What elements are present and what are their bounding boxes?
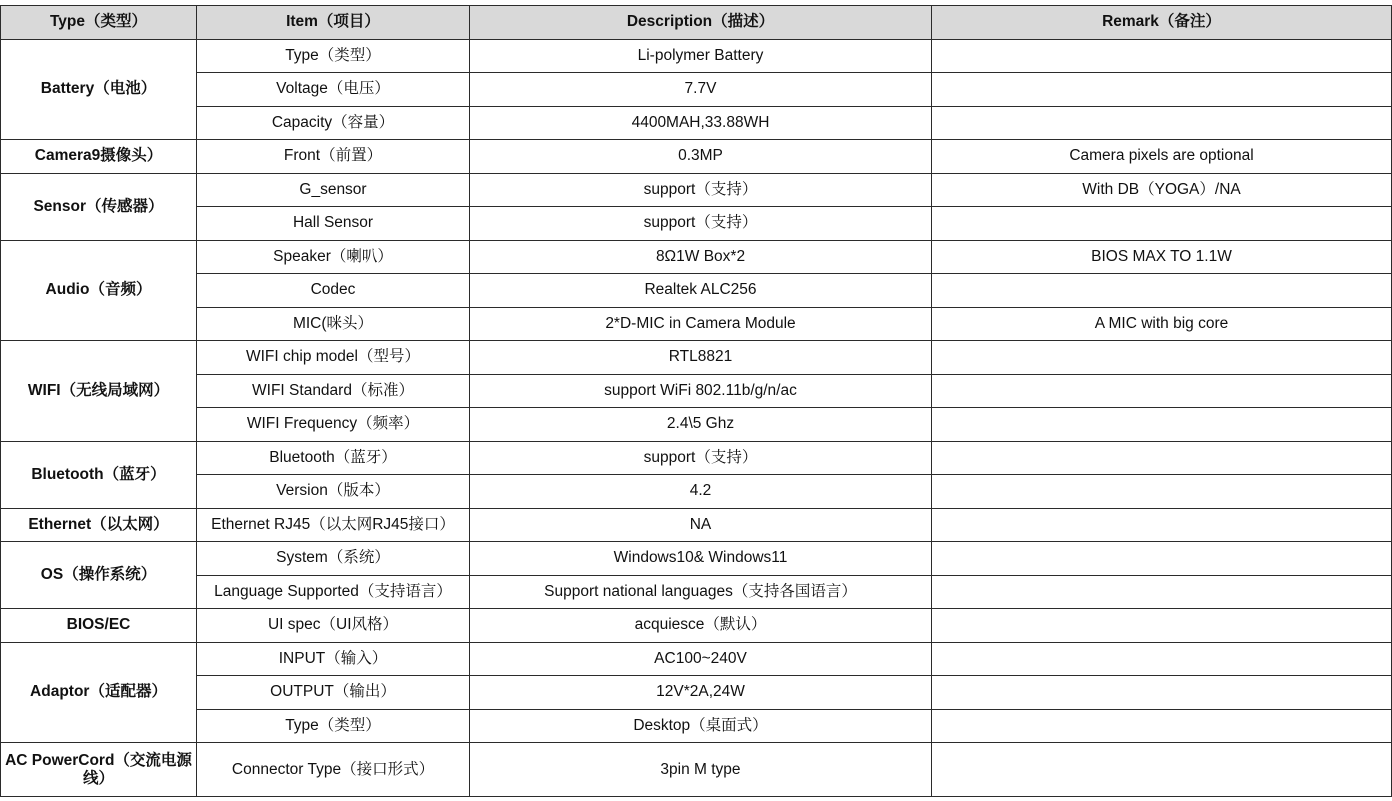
table-row [1, 676, 1392, 710]
description-cell: 8Ω1W Box*2 [470, 240, 932, 274]
item-cell: Version（版本） [197, 475, 470, 509]
item-cell: System（系统） [197, 542, 470, 576]
description-cell: 0.3MP [470, 140, 932, 174]
description-cell: 2.4\5 Ghz [470, 408, 932, 442]
description-cell: Windows10& Windows11 [470, 542, 932, 576]
remark-cell [932, 408, 1392, 442]
remark-cell: With DB（YOGA）/NA [932, 173, 1392, 207]
item-cell: Ethernet RJ45（以太网RJ45接口） [197, 508, 470, 542]
description-cell: support WiFi 802.11b/g/n/ac [470, 374, 932, 408]
remark-cell [932, 39, 1392, 73]
table-row [1, 274, 1392, 308]
remark-cell [932, 73, 1392, 107]
item-cell: Front（前置） [197, 140, 470, 174]
remark-cell [932, 642, 1392, 676]
description-cell: Support national languages（支持各国语言） [470, 575, 932, 609]
header-type: Type（类型） [1, 6, 197, 40]
table-row [1, 374, 1392, 408]
description-cell: acquiesce（默认） [470, 609, 932, 643]
item-cell: Type（类型） [197, 709, 470, 743]
remark-cell [932, 341, 1392, 375]
table-row [1, 307, 1392, 341]
description-cell: support（支持） [470, 173, 932, 207]
remark-cell: A MIC with big core [932, 307, 1392, 341]
table-row [1, 542, 1392, 576]
description-cell: support（支持） [470, 207, 932, 241]
header-row [1, 6, 1392, 40]
table-row [1, 508, 1392, 542]
item-cell: MIC(咪头） [197, 307, 470, 341]
table-row [1, 609, 1392, 643]
table-row [1, 743, 1392, 797]
remark-cell: BIOS MAX TO 1.1W [932, 240, 1392, 274]
table-row [1, 73, 1392, 107]
table-row [1, 441, 1392, 475]
table-row [1, 240, 1392, 274]
item-cell: INPUT（输入） [197, 642, 470, 676]
header-item: Item（项目） [197, 6, 470, 40]
header-description: Description（描述） [470, 6, 932, 40]
table-row [1, 207, 1392, 241]
table-row [1, 106, 1392, 140]
type-cell-bluetooth: Bluetooth（蓝牙） [1, 441, 197, 508]
item-cell: UI spec（UI风格） [197, 609, 470, 643]
type-cell-ac-powercord: AC PowerCord（交流电源线） [1, 743, 197, 797]
description-cell: NA [470, 508, 932, 542]
item-cell: Bluetooth（蓝牙） [197, 441, 470, 475]
description-cell: RTL8821 [470, 341, 932, 375]
item-cell: WIFI chip model（型号） [197, 341, 470, 375]
remark-cell [932, 542, 1392, 576]
description-cell: 2*D-MIC in Camera Module [470, 307, 932, 341]
item-cell: Type（类型） [197, 39, 470, 73]
header-remark: Remark（备注） [932, 6, 1392, 40]
remark-cell [932, 207, 1392, 241]
description-cell: Li-polymer Battery [470, 39, 932, 73]
item-cell: Codec [197, 274, 470, 308]
remark-cell [932, 676, 1392, 710]
type-cell-bios: BIOS/EC [1, 609, 197, 643]
description-cell: 12V*2A,24W [470, 676, 932, 710]
description-cell: AC100~240V [470, 642, 932, 676]
remark-cell: Camera pixels are optional [932, 140, 1392, 174]
item-cell: WIFI Standard（标准） [197, 374, 470, 408]
description-cell: Realtek ALC256 [470, 274, 932, 308]
item-cell: G_sensor [197, 173, 470, 207]
remark-cell [932, 575, 1392, 609]
item-cell: Voltage（电压） [197, 73, 470, 107]
type-cell-adaptor: Adaptor（适配器） [1, 642, 197, 743]
table-row [1, 575, 1392, 609]
spec-table [0, 5, 1392, 797]
remark-cell [932, 374, 1392, 408]
remark-cell [932, 106, 1392, 140]
remark-cell [932, 274, 1392, 308]
description-cell: 4.2 [470, 475, 932, 509]
remark-cell [932, 508, 1392, 542]
description-cell: 4400MAH,33.88WH [470, 106, 932, 140]
table-row [1, 709, 1392, 743]
type-cell-sensor: Sensor（传感器） [1, 173, 197, 240]
type-cell-os: OS（操作系统） [1, 542, 197, 609]
type-cell-ethernet: Ethernet（以太网） [1, 508, 197, 542]
table-row [1, 341, 1392, 375]
table-row [1, 475, 1392, 509]
description-cell: 7.7V [470, 73, 932, 107]
item-cell: OUTPUT（输出） [197, 676, 470, 710]
type-cell-camera: Camera9摄像头） [1, 140, 197, 174]
remark-cell [932, 475, 1392, 509]
table-row [1, 39, 1392, 73]
type-cell-wifi: WIFI（无线局域网） [1, 341, 197, 442]
item-cell: Speaker（喇叭） [197, 240, 470, 274]
remark-cell [932, 441, 1392, 475]
item-cell: WIFI Frequency（频率） [197, 408, 470, 442]
item-cell: Connector Type（接口形式） [197, 743, 470, 797]
remark-cell [932, 609, 1392, 643]
remark-cell [932, 709, 1392, 743]
type-cell-battery: Battery（电池） [1, 39, 197, 140]
table-row [1, 408, 1392, 442]
description-cell: Desktop（桌面式） [470, 709, 932, 743]
table-row [1, 642, 1392, 676]
item-cell: Hall Sensor [197, 207, 470, 241]
description-cell: support（支持） [470, 441, 932, 475]
description-cell: 3pin M type [470, 743, 932, 797]
table-row [1, 140, 1392, 174]
remark-cell [932, 743, 1392, 797]
item-cell: Language Supported（支持语言） [197, 575, 470, 609]
item-cell: Capacity（容量） [197, 106, 470, 140]
type-cell-audio: Audio（音频） [1, 240, 197, 341]
table-row [1, 173, 1392, 207]
